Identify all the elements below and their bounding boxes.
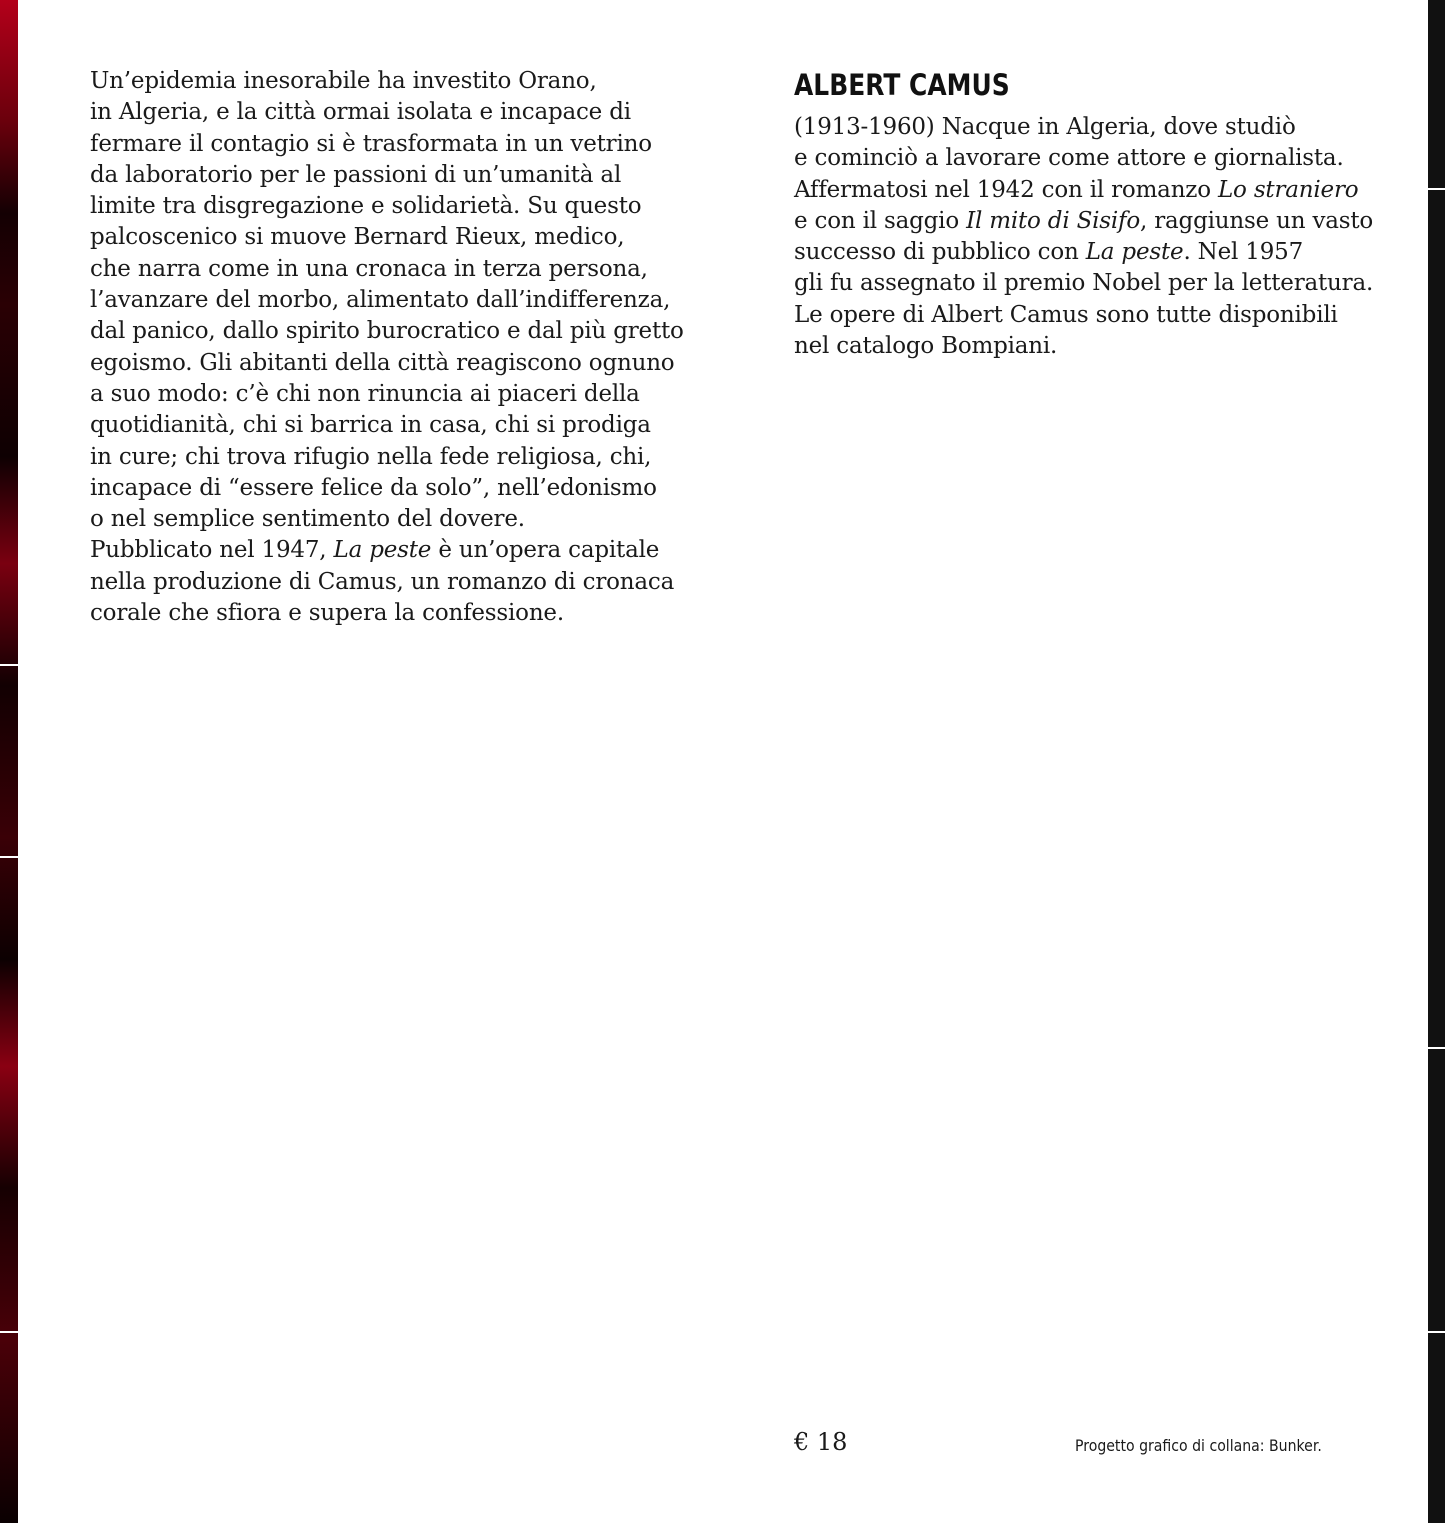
bio-line: nel catalogo Bompiani. (794, 333, 1058, 360)
book-title: La peste (1085, 239, 1184, 266)
blurb-line: quotidianità, chi si barrica in casa, chi si prodiga (90, 412, 651, 439)
crop-mark (1428, 1331, 1445, 1333)
blurb-line: a suo modo: c’è chi non rinuncia ai piaceri della (90, 380, 640, 407)
crop-mark (0, 1331, 18, 1333)
author-section (794, 66, 1374, 362)
front-cover-edge (0, 0, 18, 1523)
blurb-closing-line (90, 535, 670, 566)
blurb-line: egoismo. Gli abitanti della città reagiscono ognuno (90, 349, 675, 376)
design-credit: Progetto grafico di collana: Bunker. (1075, 1436, 1322, 1455)
crop-mark (1428, 188, 1445, 190)
blurb-text: Pubblicato nel 1947, (90, 537, 334, 564)
bio-text: successo di pubblico con (794, 239, 1086, 266)
price: € 18 (794, 1428, 848, 1456)
blurb-line: incapace di “essere felice da solo”, nell’edonismo (90, 474, 657, 501)
author-name: ALBERT CAMUS (794, 68, 1010, 102)
bio-text: , raggiunse un vasto (1140, 207, 1374, 234)
bio-line (794, 237, 1374, 268)
bio-text: . Nel 1957 (1183, 239, 1303, 266)
flap-edge (1428, 0, 1445, 1523)
crop-mark (0, 856, 18, 858)
bio-line: gli fu assegnato il premio Nobel per la letteratura. (794, 270, 1374, 297)
blurb-line: o nel semplice sentimento del dovere. (90, 506, 525, 533)
bio-line (794, 206, 1374, 237)
blurb-line: che narra come in una cronaca in terza persona, (90, 255, 648, 282)
blurb-line: Un’epidemia inesorabile ha investito Orano, (90, 68, 597, 94)
bio-text: e con il saggio (794, 207, 967, 234)
bio-line: Le opere di Albert Camus sono tutte disponibili (794, 301, 1338, 328)
crop-mark (1428, 1047, 1445, 1049)
blurb-line: limite tra disgregazione e solidarietà. Su questo (90, 193, 642, 220)
blurb-line: l’avanzare del morbo, alimentato dall’indifferenza, (90, 287, 671, 314)
blurb-line: fermare il contagio si è trasformata in un vetrino (90, 130, 652, 157)
bio-text: Affermatosi nel 1942 con il romanzo (794, 176, 1218, 203)
blurb-line: in cure; chi trova rifugio nella fede religiosa, chi, (90, 443, 652, 470)
blurb-line: in Algeria, e la città ormai isolata e incapace di (90, 99, 631, 126)
book-blurb (90, 66, 684, 629)
bio-line (794, 175, 1374, 206)
author-bio (794, 112, 1374, 362)
book-title: Il mito di Sisifo (966, 207, 1141, 234)
blurb-line: dal panico, dallo spirito burocratico e dal più gretto (90, 318, 684, 345)
blurb-closing-line: corale che sfiora e supera la confessione. (90, 600, 564, 627)
crop-mark (0, 664, 18, 666)
blurb-text: è un’opera capitale (431, 537, 660, 564)
bio-line: e cominciò a lavorare come attore e giornalista. (794, 145, 1344, 172)
blurb-closing-line: nella produzione di Camus, un romanzo di cronaca (90, 568, 675, 595)
blurb-line: palcoscenico si muove Bernard Rieux, medico, (90, 224, 625, 251)
bio-line: (1913-1960) Nacque in Algeria, dove studiò (794, 114, 1296, 140)
blurb-line: da laboratorio per le passioni di un’umanità al (90, 161, 622, 188)
book-title: La peste (333, 537, 432, 564)
book-title: Lo straniero (1217, 176, 1359, 203)
